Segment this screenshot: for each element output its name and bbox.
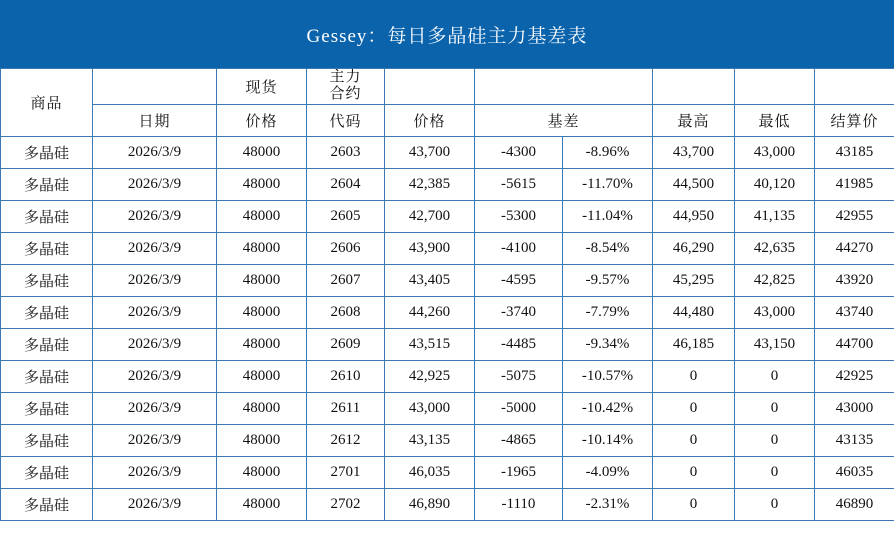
cell-low: 0 xyxy=(735,360,815,392)
cell-low: 42,825 xyxy=(735,264,815,296)
cell-basis-pct: -2.31% xyxy=(563,488,653,520)
cell-high: 0 xyxy=(653,424,735,456)
table-row xyxy=(1,136,894,168)
cell-basis: -5000 xyxy=(475,392,563,424)
page-title: Gessey：每日多晶硅主力基差表 xyxy=(306,25,588,47)
cell-low: 43,000 xyxy=(735,136,815,168)
column-header-main-contract-line1: 主力 xyxy=(329,69,362,85)
cell-low: 0 xyxy=(735,424,815,456)
column-header-main-contract xyxy=(307,69,385,105)
cell-high: 44,950 xyxy=(653,200,735,232)
cell-low: 40,120 xyxy=(735,168,815,200)
cell-product: 多晶硅 xyxy=(1,328,93,360)
cell-settle: 43740 xyxy=(815,296,894,328)
column-header-spot-group-blank xyxy=(93,69,217,105)
cell-basis: -4865 xyxy=(475,424,563,456)
cell-spot-price: 48000 xyxy=(217,168,307,200)
table-row xyxy=(1,456,894,488)
table-header xyxy=(1,69,894,137)
cell-main-price: 43,000 xyxy=(385,392,475,424)
cell-high: 0 xyxy=(653,488,735,520)
cell-basis-pct: -8.54% xyxy=(563,232,653,264)
cell-code: 2609 xyxy=(307,328,385,360)
cell-product: 多晶硅 xyxy=(1,232,93,264)
cell-product: 多晶硅 xyxy=(1,168,93,200)
column-header-settle: 结算价 xyxy=(815,104,894,136)
table-row xyxy=(1,200,894,232)
cell-date: 2026/3/9 xyxy=(93,488,217,520)
cell-basis-pct: -11.04% xyxy=(563,200,653,232)
cell-basis-pct: -10.42% xyxy=(563,392,653,424)
cell-basis-pct: -8.96% xyxy=(563,136,653,168)
cell-code: 2611 xyxy=(307,392,385,424)
cell-basis-pct: -10.14% xyxy=(563,424,653,456)
cell-low: 42,635 xyxy=(735,232,815,264)
cell-main-price: 42,385 xyxy=(385,168,475,200)
cell-main-price: 46,035 xyxy=(385,456,475,488)
cell-basis: -4300 xyxy=(475,136,563,168)
cell-basis: -1110 xyxy=(475,488,563,520)
cell-code: 2607 xyxy=(307,264,385,296)
cell-product: 多晶硅 xyxy=(1,200,93,232)
table-header-row-1 xyxy=(1,69,894,105)
column-header-code: 代码 xyxy=(307,104,385,136)
cell-low: 41,135 xyxy=(735,200,815,232)
cell-settle: 44270 xyxy=(815,232,894,264)
cell-settle: 43920 xyxy=(815,264,894,296)
cell-settle: 46890 xyxy=(815,488,894,520)
cell-basis-pct: -9.34% xyxy=(563,328,653,360)
cell-high: 0 xyxy=(653,360,735,392)
table-row xyxy=(1,360,894,392)
column-header-basis-blank xyxy=(475,69,653,105)
cell-basis-pct: -9.57% xyxy=(563,264,653,296)
cell-main-price: 43,515 xyxy=(385,328,475,360)
cell-main-price: 43,700 xyxy=(385,136,475,168)
cell-date: 2026/3/9 xyxy=(93,392,217,424)
document-title-bar xyxy=(0,0,894,68)
cell-spot-price: 48000 xyxy=(217,136,307,168)
cell-basis: -3740 xyxy=(475,296,563,328)
table-body xyxy=(1,136,894,520)
table-row xyxy=(1,392,894,424)
cell-date: 2026/3/9 xyxy=(93,232,217,264)
table-row xyxy=(1,424,894,456)
cell-date: 2026/3/9 xyxy=(93,296,217,328)
cell-main-price: 43,405 xyxy=(385,264,475,296)
cell-product: 多晶硅 xyxy=(1,488,93,520)
cell-low: 0 xyxy=(735,488,815,520)
cell-date: 2026/3/9 xyxy=(93,328,217,360)
cell-code: 2608 xyxy=(307,296,385,328)
cell-high: 44,480 xyxy=(653,296,735,328)
cell-product: 多晶硅 xyxy=(1,424,93,456)
table-row xyxy=(1,296,894,328)
cell-spot-price: 48000 xyxy=(217,456,307,488)
column-header-settle-blank xyxy=(815,69,894,105)
cell-code: 2604 xyxy=(307,168,385,200)
cell-spot-price: 48000 xyxy=(217,328,307,360)
cell-spot-price: 48000 xyxy=(217,360,307,392)
cell-settle: 43135 xyxy=(815,424,894,456)
cell-code: 2610 xyxy=(307,360,385,392)
cell-basis-pct: -7.79% xyxy=(563,296,653,328)
cell-product: 多晶硅 xyxy=(1,456,93,488)
cell-low: 0 xyxy=(735,456,815,488)
column-header-main-price: 价格 xyxy=(385,104,475,136)
cell-basis: -1965 xyxy=(475,456,563,488)
cell-settle: 46035 xyxy=(815,456,894,488)
cell-low: 43,150 xyxy=(735,328,815,360)
cell-date: 2026/3/9 xyxy=(93,456,217,488)
column-header-low-blank xyxy=(735,69,815,105)
cell-product: 多晶硅 xyxy=(1,136,93,168)
column-header-product: 商品 xyxy=(1,69,93,137)
cell-high: 0 xyxy=(653,456,735,488)
cell-settle: 42955 xyxy=(815,200,894,232)
cell-code: 2701 xyxy=(307,456,385,488)
column-header-basis: 基差 xyxy=(475,104,653,136)
column-header-main-price-blank xyxy=(385,69,475,105)
cell-basis: -5075 xyxy=(475,360,563,392)
cell-spot-price: 48000 xyxy=(217,232,307,264)
cell-basis-pct: -11.70% xyxy=(563,168,653,200)
cell-product: 多晶硅 xyxy=(1,392,93,424)
cell-high: 46,185 xyxy=(653,328,735,360)
basis-table xyxy=(0,68,894,521)
cell-product: 多晶硅 xyxy=(1,296,93,328)
cell-code: 2605 xyxy=(307,200,385,232)
table-row xyxy=(1,168,894,200)
table-row xyxy=(1,488,894,520)
cell-product: 多晶硅 xyxy=(1,264,93,296)
cell-basis-pct: -10.57% xyxy=(563,360,653,392)
column-header-high-blank xyxy=(653,69,735,105)
table-header-row-2 xyxy=(1,104,894,136)
cell-settle: 43000 xyxy=(815,392,894,424)
cell-date: 2026/3/9 xyxy=(93,168,217,200)
cell-code: 2612 xyxy=(307,424,385,456)
cell-basis: -4485 xyxy=(475,328,563,360)
cell-spot-price: 48000 xyxy=(217,424,307,456)
cell-high: 45,295 xyxy=(653,264,735,296)
cell-low: 43,000 xyxy=(735,296,815,328)
column-header-date: 日期 xyxy=(93,104,217,136)
cell-settle: 43185 xyxy=(815,136,894,168)
cell-code: 2606 xyxy=(307,232,385,264)
column-header-low: 最低 xyxy=(735,104,815,136)
cell-settle: 44700 xyxy=(815,328,894,360)
cell-high: 44,500 xyxy=(653,168,735,200)
cell-high: 0 xyxy=(653,392,735,424)
cell-product: 多晶硅 xyxy=(1,360,93,392)
cell-date: 2026/3/9 xyxy=(93,264,217,296)
cell-basis: -4100 xyxy=(475,232,563,264)
cell-date: 2026/3/9 xyxy=(93,200,217,232)
cell-basis: -5300 xyxy=(475,200,563,232)
cell-spot-price: 48000 xyxy=(217,392,307,424)
table-row xyxy=(1,264,894,296)
cell-main-price: 44,260 xyxy=(385,296,475,328)
cell-high: 46,290 xyxy=(653,232,735,264)
cell-main-price: 46,890 xyxy=(385,488,475,520)
column-header-spot-price: 价格 xyxy=(217,104,307,136)
cell-settle: 41985 xyxy=(815,168,894,200)
cell-basis: -4595 xyxy=(475,264,563,296)
cell-main-price: 42,700 xyxy=(385,200,475,232)
cell-date: 2026/3/9 xyxy=(93,424,217,456)
column-header-main-contract-line2: 合约 xyxy=(329,86,362,103)
cell-spot-price: 48000 xyxy=(217,200,307,232)
cell-date: 2026/3/9 xyxy=(93,136,217,168)
cell-spot-price: 48000 xyxy=(217,488,307,520)
cell-code: 2702 xyxy=(307,488,385,520)
cell-basis: -5615 xyxy=(475,168,563,200)
column-header-high: 最高 xyxy=(653,104,735,136)
column-header-spot: 现货 xyxy=(217,69,307,105)
cell-spot-price: 48000 xyxy=(217,264,307,296)
cell-main-price: 43,900 xyxy=(385,232,475,264)
cell-date: 2026/3/9 xyxy=(93,360,217,392)
cell-high: 43,700 xyxy=(653,136,735,168)
cell-main-price: 43,135 xyxy=(385,424,475,456)
cell-low: 0 xyxy=(735,392,815,424)
cell-settle: 42925 xyxy=(815,360,894,392)
table-row xyxy=(1,328,894,360)
table-row xyxy=(1,232,894,264)
cell-spot-price: 48000 xyxy=(217,296,307,328)
cell-main-price: 42,925 xyxy=(385,360,475,392)
cell-code: 2603 xyxy=(307,136,385,168)
cell-basis-pct: -4.09% xyxy=(563,456,653,488)
